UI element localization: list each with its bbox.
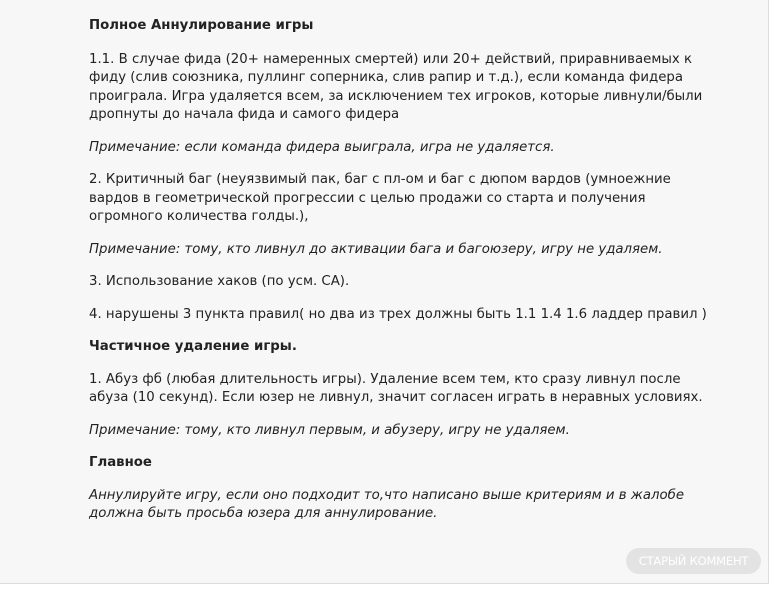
rule-3: 3. Использование хаков (по усм. СА). — [89, 274, 350, 289]
rule-1-1: 1.1. В случае фида (20+ намеренных смертей) или 20+ действий, приравниваемых к фиду (слив союзника, пуллинг соперника, слив рапир и т.д.), если команда фидера проиграла. Игра удаляется всем, за исключением тех игроков, которые ливнули/были дропнуты до начала фида и самого фидера — [89, 51, 703, 122]
full-annul-heading: Полное Аннулирование игры — [89, 18, 314, 33]
rule-4: 4. нарушены 3 пункта правил( но два из трех должны быть 1.1 1.4 1.6 ладдер правил ) — [89, 306, 707, 322]
rules-content — [89, 17, 709, 524]
rule-2: 2. Критичный баг (неуязвимый пак, баг с пл-ом и баг с дюпом вардов (умноежние вардов в геометрической прогрессии с целью продажи со старта и получения огромного количества голды.), — [89, 172, 671, 224]
main-heading: Главное — [89, 455, 152, 470]
note-2: Примечание: тому, кто ливнул до активации бага и багоюзеру, игру не удаляем. — [89, 241, 663, 257]
note-3: Примечание: тому, кто ливнул первым, и абузеру, игру не удаляем. — [89, 422, 570, 438]
partial-rule-1: 1. Абуз фб (любая длительность игры). Удаление всем тем, кто сразу ливнул после абуза (10 секунд). Если юзер не ливнул, значит согласен играть в неравных условиях. — [89, 371, 703, 405]
partial-heading: Частичное удаление игры. — [89, 339, 297, 354]
main-text: Аннулируйте игру, если оно подходит то,что написано выше критериям и в жалобе должна быть просьба юзера для аннулирование. — [89, 487, 684, 521]
old-comment-button[interactable]: СТАРЫЙ КОММЕНТ — [626, 548, 761, 574]
note-1: Примечание: если команда фидера выиграла, игра не удаляется. — [89, 139, 555, 155]
